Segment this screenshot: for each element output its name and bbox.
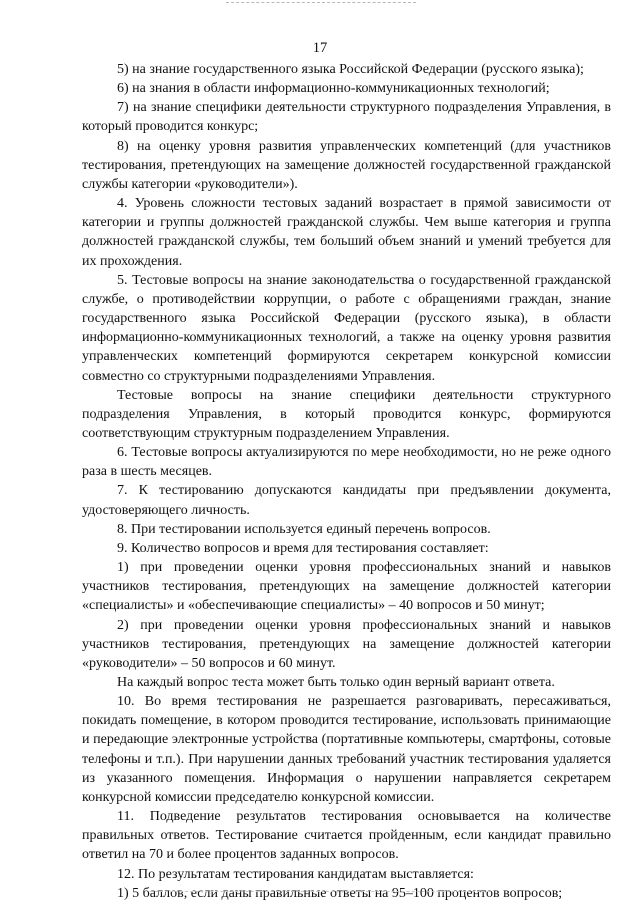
paragraph-item-8: 8) на оценку уровня развития управленческих компетенций (для участников тестирования, претендующих на замещение должностей государственной гражданской службы категории «руководители»). — [82, 138, 611, 192]
paragraph-clause-11: 11. Подведение результатов тестирования основывается на количестве правильных ответов. Тестирование считается пройденным, если кандидат правильно ответил на 70 и более процентов заданных вопросов. — [82, 809, 611, 863]
paragraph-item-6: 6) на знания в области информационно-коммуникационных технологий; — [117, 81, 550, 97]
paragraph-clause-7: 7. К тестированию допускаются кандидаты при предъявлении документа, удостоверяющего личность. — [82, 483, 611, 518]
paragraph-clause-12: 12. По результатам тестирования кандидатам выставляется: — [117, 866, 474, 882]
scan-edge-bottom — [150, 891, 490, 892]
paragraph-clause-5-continued: Тестовые вопросы на знание специфики деятельности структурного подразделения Управления, в который проводится конкурс, формируются соответствующим структурным подразделением Управления. — [82, 387, 611, 441]
scan-edge-top — [226, 2, 416, 3]
paragraph-answer-note: На каждый вопрос теста может быть только один верный вариант ответа. — [117, 675, 555, 690]
paragraph-clause-9-item-2: 2) при проведении оценки уровня профессиональных знаний и навыков участников тестирования, претендующих на замещение должностей категории «руководители» – 50 вопросов и 60 минут. — [82, 617, 611, 671]
paragraph-clause-5: 5. Тестовые вопросы на знание законодательства о государственной гражданской службе, о противодействии коррупции, о работе с обращениями граждан, знание государственного языка Российской Федерации (русского языка), в области информационно-коммуникационных технологий, а также на оценку уровня развития управленческих компетенций формируются секретарем конкурсной комиссии совместно со структурными подразделениями Управления. — [82, 272, 611, 384]
paragraph-clause-9-item-1: 1) при проведении оценки уровня профессиональных знаний и навыков участников тестирования, претендующих на замещение должностей категории «специалисты» и «обеспечивающие специалисты» – 40 вопросов и 50 минут; — [82, 560, 611, 614]
paragraph-clause-4: 4. Уровень сложности тестовых заданий возрастает в прямой зависимости от категории и группы должностей гражданской службы. Чем выше категория и группа должностей гражданской службы, тем больший объем знаний и умений требуется для их прохождения. — [82, 196, 611, 269]
paragraph-clause-10: 10. Во время тестирования не разрешается разговаривать, пересаживаться, покидать помещение, в котором проводится тестирование, использовать принимающие и передающие электронные устройства (портативные компьютеры, смартфоны, сотовые телефоны и т.п.). При нарушении данных требований участник тестирования удаляется из указанного помещения. Информация о нарушении направляется секретарем конкурсной комиссии председателю конкурсной комиссии. — [82, 694, 611, 805]
paragraph-clause-6: 6. Тестовые вопросы актуализируются по мере необходимости, но не реже одного раза в шесть месяцев. — [82, 445, 611, 480]
paragraph-item-5: 5) на знание государственного языка Российской Федерации (русского языка); — [117, 62, 584, 77]
paragraph-clause-8: 8. При тестировании используется единый перечень вопросов. — [117, 521, 491, 537]
paragraph-item-7: 7) на знание специфики деятельности структурного подразделения Управления, в который проводится конкурс; — [82, 100, 611, 135]
paragraph-clause-9: 9. Количество вопросов и время для тестирования составляет: — [117, 540, 489, 556]
paragraph-clause-12-item-1: 1) 5 баллов, если даны правильные ответы на 95–100 процентов вопросов; — [117, 885, 563, 901]
page-number: 17 — [312, 40, 328, 56]
document-body — [82, 60, 611, 903]
